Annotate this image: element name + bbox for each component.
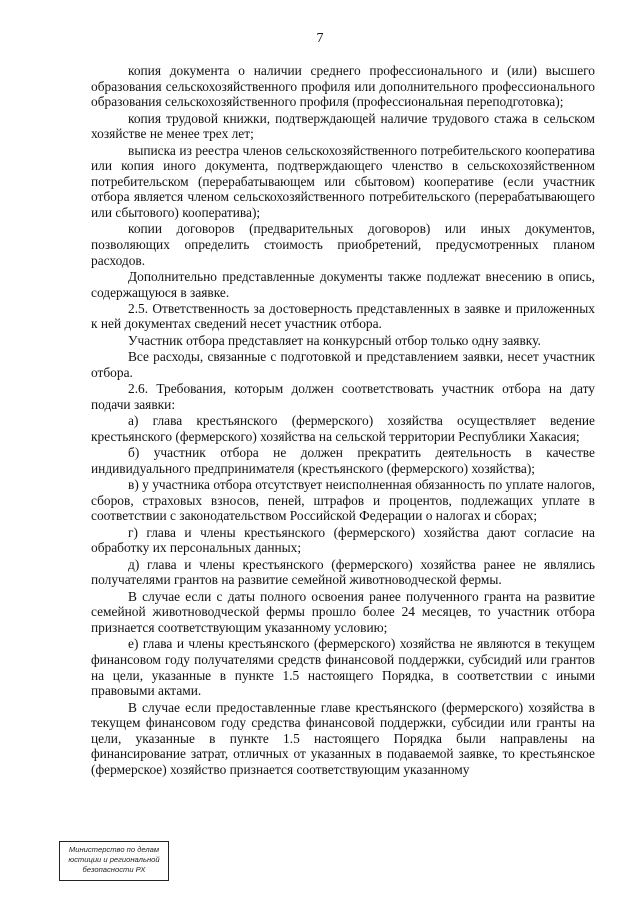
paragraph: В случае если предоставленные главе крестьянского (фермерского) хозяйства в текущем финансовом году средства финансовой поддержки, субсидии или гранты на цели, указанные в пункте 1.5 настоящего Порядка были направлены на финансирование затрат, отличных от указанных в подаваемой заявке, то крестьянское (фермерское) хозяйство признается соответствующим указанному (91, 699, 595, 777)
paragraph: в) у участника отбора отсутствует неисполненная обязанность по уплате налогов, сборов, страховых взносов, пеней, штрафов и процентов, подлежащих уплате в соответствии с законодательством Российской Федерации о налогах и сборах; (91, 477, 595, 524)
paragraph: а) глава крестьянского (фермерского) хозяйства осуществляет ведение крестьянского (фермерского) хозяйства на сельской территории Республики Хакасия; (91, 413, 595, 444)
paragraph: 2.6. Требования, которым должен соответствовать участник отбора на дату подачи заявки: (91, 381, 595, 412)
stamp-line: безопасности РХ (82, 865, 146, 874)
paragraph: б) участник отбора не должен прекратить деятельность в качестве индивидуального предпринимателя (крестьянского (фермерского) хозяйства); (91, 445, 595, 476)
stamp-line: Министерство по делам (68, 845, 160, 854)
paragraph: выписка из реестра членов сельскохозяйственного потребительского кооператива или копия иного документа, подтверждающего членство в сельскохозяйственном потребительском (перерабатывающем или сбытовом) кооперативе (если участник отбора является членом сельскохозяйственного потребительского (перерабатывающего или сбытового) кооператива); (91, 142, 595, 220)
paragraph: Все расходы, связанные с подготовкой и представлением заявки, несет участник отбора. (91, 349, 595, 380)
paragraph: В случае если с даты полного освоения ранее полученного гранта на развитие семейной животноводческой фермы прошло более 24 месяцев, то участник отбора признается соответствующим указанному условию; (91, 588, 595, 635)
paragraph: 2.5. Ответственность за достоверность представленных в заявке и приложенных к ней документах сведений несет участник отбора. (91, 300, 595, 332)
ministry-stamp (59, 841, 169, 881)
paragraph: д) глава и члены крестьянского (фермерского) хозяйства ранее не являлись получателями грантов на развитие семейной животноводческой фермы. (91, 556, 595, 588)
document-body (91, 63, 595, 777)
paragraph: копия документа о наличии среднего профессионального и (или) высшего образования сельскохозяйственного профиля или дополнительного профессионального образования сельскохозяйственного профиля (профессиональная переподготовка); (91, 63, 595, 110)
paragraph: г) глава и члены крестьянского (фермерского) хозяйства дают согласие на обработку их персональных данных; (91, 524, 595, 556)
paragraph: Участник отбора представляет на конкурсный отбор только одну заявку. (128, 332, 541, 348)
stamp-line: юстиции и региональной (68, 855, 160, 864)
paragraph: копия трудовой книжки, подтверждающей наличие трудового стажа в сельском хозяйстве не менее трех лет; (91, 110, 595, 142)
paragraph: Дополнительно представленные документы также подлежат внесению в опись, содержащуюся в заявке. (91, 268, 595, 300)
paragraph: копии договоров (предварительных договоров) или иных документов, позволяющих определить стоимость приобретений, предусмотренных планом расходов. (91, 221, 595, 268)
paragraph: е) глава и члены крестьянского (фермерского) хозяйства не являются в текущем финансовом году получателями средств финансовой поддержки, субсидий или грантов на цели, указанные в пункте 1.5 настоящего Порядка, в соответствии с иными правовыми актами. (91, 636, 595, 699)
page-number: 7 (316, 31, 324, 46)
